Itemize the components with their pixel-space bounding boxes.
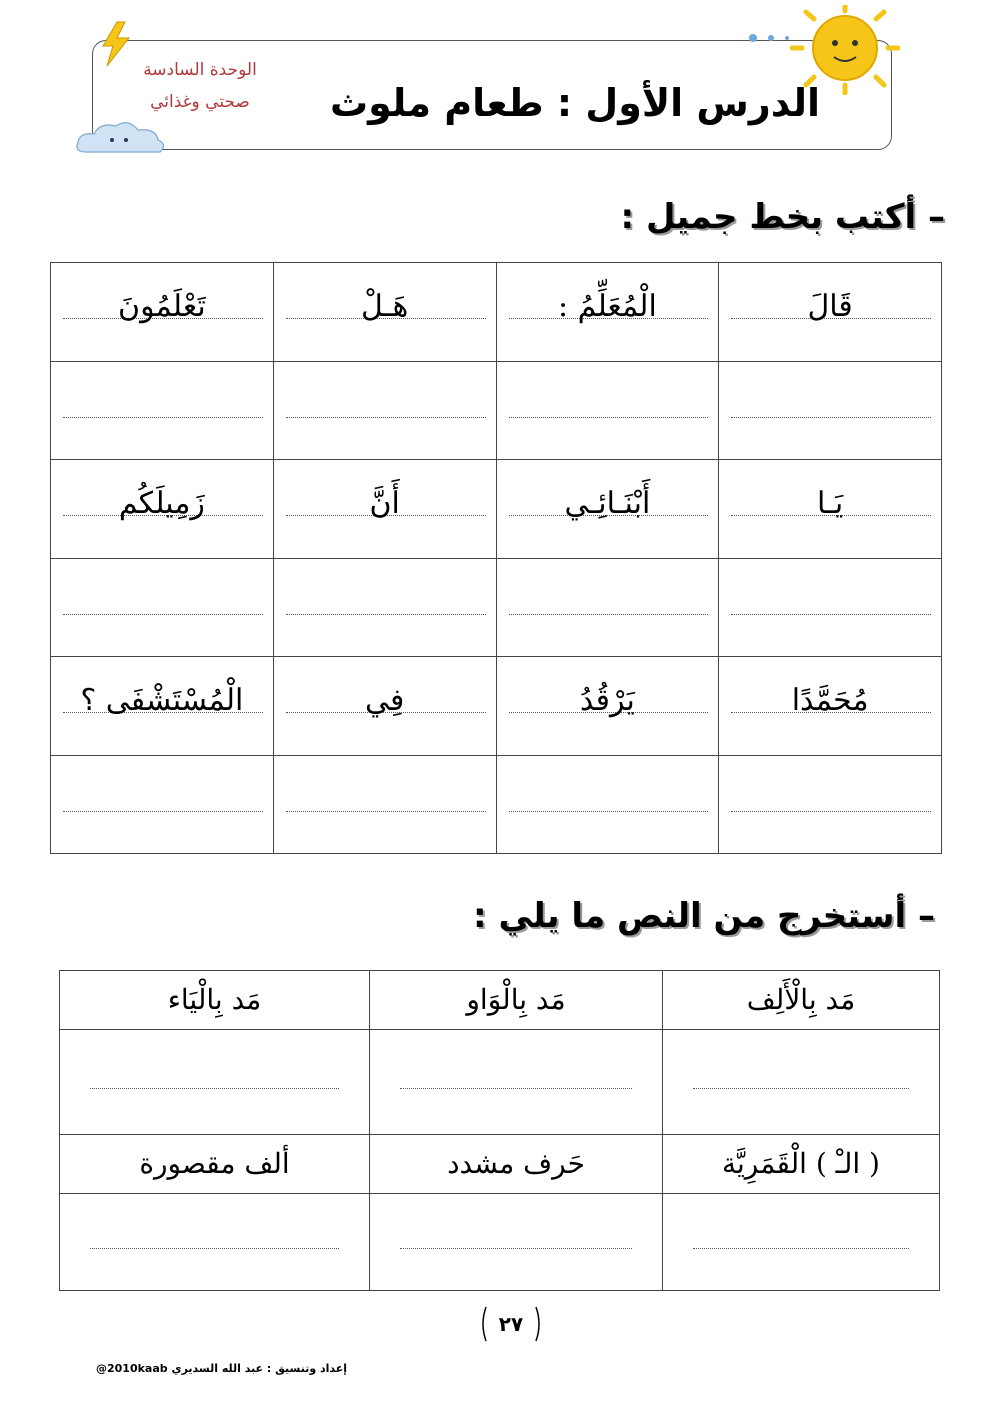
word: زَمِيلَكُم — [118, 486, 205, 521]
handwriting-table — [50, 262, 942, 854]
word-cell[interactable] — [273, 460, 496, 559]
stars-decoration — [745, 28, 795, 48]
word-cell[interactable] — [719, 263, 942, 362]
word: يَـا — [816, 486, 844, 521]
table-row — [51, 460, 942, 559]
word: يَرْقُدُ — [579, 683, 635, 718]
writing-cell[interactable] — [719, 755, 942, 854]
table-row — [60, 971, 940, 1030]
word-cell[interactable] — [273, 263, 496, 362]
category-cell: ( الـْ ) الْقَمَرِيَّة — [663, 1135, 940, 1194]
answer-cell[interactable] — [60, 1030, 370, 1135]
table-row — [51, 755, 942, 854]
cloud-icon — [72, 118, 172, 158]
writing-cell[interactable] — [273, 361, 496, 460]
answer-cell[interactable] — [370, 1194, 663, 1291]
word: فِي — [364, 683, 405, 718]
writing-cell[interactable] — [496, 558, 719, 657]
answer-cell[interactable] — [663, 1194, 940, 1291]
word: هَـلْ — [360, 289, 409, 324]
word: الْمُعَلِّمُ : — [557, 289, 657, 324]
writing-cell[interactable] — [496, 755, 719, 854]
answer-cell[interactable] — [663, 1030, 940, 1135]
writing-cell[interactable] — [496, 361, 719, 460]
word: مُحَمَّدًا — [791, 683, 869, 718]
extract-table — [59, 970, 940, 1291]
word: الْمُسْتَشْفَى ؟ — [80, 683, 244, 718]
word: قَالَ — [807, 289, 853, 324]
writing-cell[interactable] — [51, 755, 274, 854]
word-cell[interactable] — [273, 657, 496, 756]
page-number: ٢٧ — [498, 1312, 524, 1336]
writing-cell[interactable] — [51, 558, 274, 657]
word-cell[interactable] — [51, 657, 274, 756]
writing-cell[interactable] — [719, 558, 942, 657]
table-row — [60, 1194, 940, 1291]
writing-cell[interactable] — [273, 755, 496, 854]
table-row — [51, 558, 942, 657]
category-cell: ألف مقصورة — [60, 1135, 370, 1194]
word: تَعْلَمُونَ — [118, 289, 206, 324]
word-cell[interactable] — [496, 263, 719, 362]
word-cell[interactable] — [51, 263, 274, 362]
writing-cell[interactable] — [719, 361, 942, 460]
table-row — [51, 657, 942, 756]
writing-cell[interactable] — [51, 361, 274, 460]
table-row — [60, 1135, 940, 1194]
word-cell[interactable] — [496, 657, 719, 756]
word: أَبْنَـائِـي — [564, 486, 651, 521]
section-heading-extract: – أستخرج من النص ما يلي : — [473, 896, 935, 936]
table-row — [60, 1030, 940, 1135]
table-row — [51, 361, 942, 460]
answer-cell[interactable] — [370, 1030, 663, 1135]
table-row — [51, 263, 942, 362]
category-cell: مَد بِالْأَلِف — [663, 971, 940, 1030]
word-cell[interactable] — [496, 460, 719, 559]
category-cell: مَد بِالْيَاء — [60, 971, 370, 1030]
lesson-title: الدرس الأول : طعام ملوث — [330, 81, 820, 125]
category-cell: مَد بِالْوَاو — [370, 971, 663, 1030]
word-cell[interactable] — [719, 657, 942, 756]
category-cell: حَرف مشدد — [370, 1135, 663, 1194]
writing-cell[interactable] — [273, 558, 496, 657]
unit-name: الوحدة السادسة — [143, 60, 257, 80]
unit-subtitle: صحتي وغذائي — [150, 92, 250, 112]
answer-cell[interactable] — [60, 1194, 370, 1291]
word-cell[interactable] — [51, 460, 274, 559]
word: أَنَّ — [369, 486, 400, 521]
word-cell[interactable] — [719, 460, 942, 559]
section-heading-write: – أكتب بخط جميل : — [620, 197, 945, 237]
credits: إعداد وتنسيق : عبد الله السديري 2010kaab@ — [96, 1362, 348, 1375]
